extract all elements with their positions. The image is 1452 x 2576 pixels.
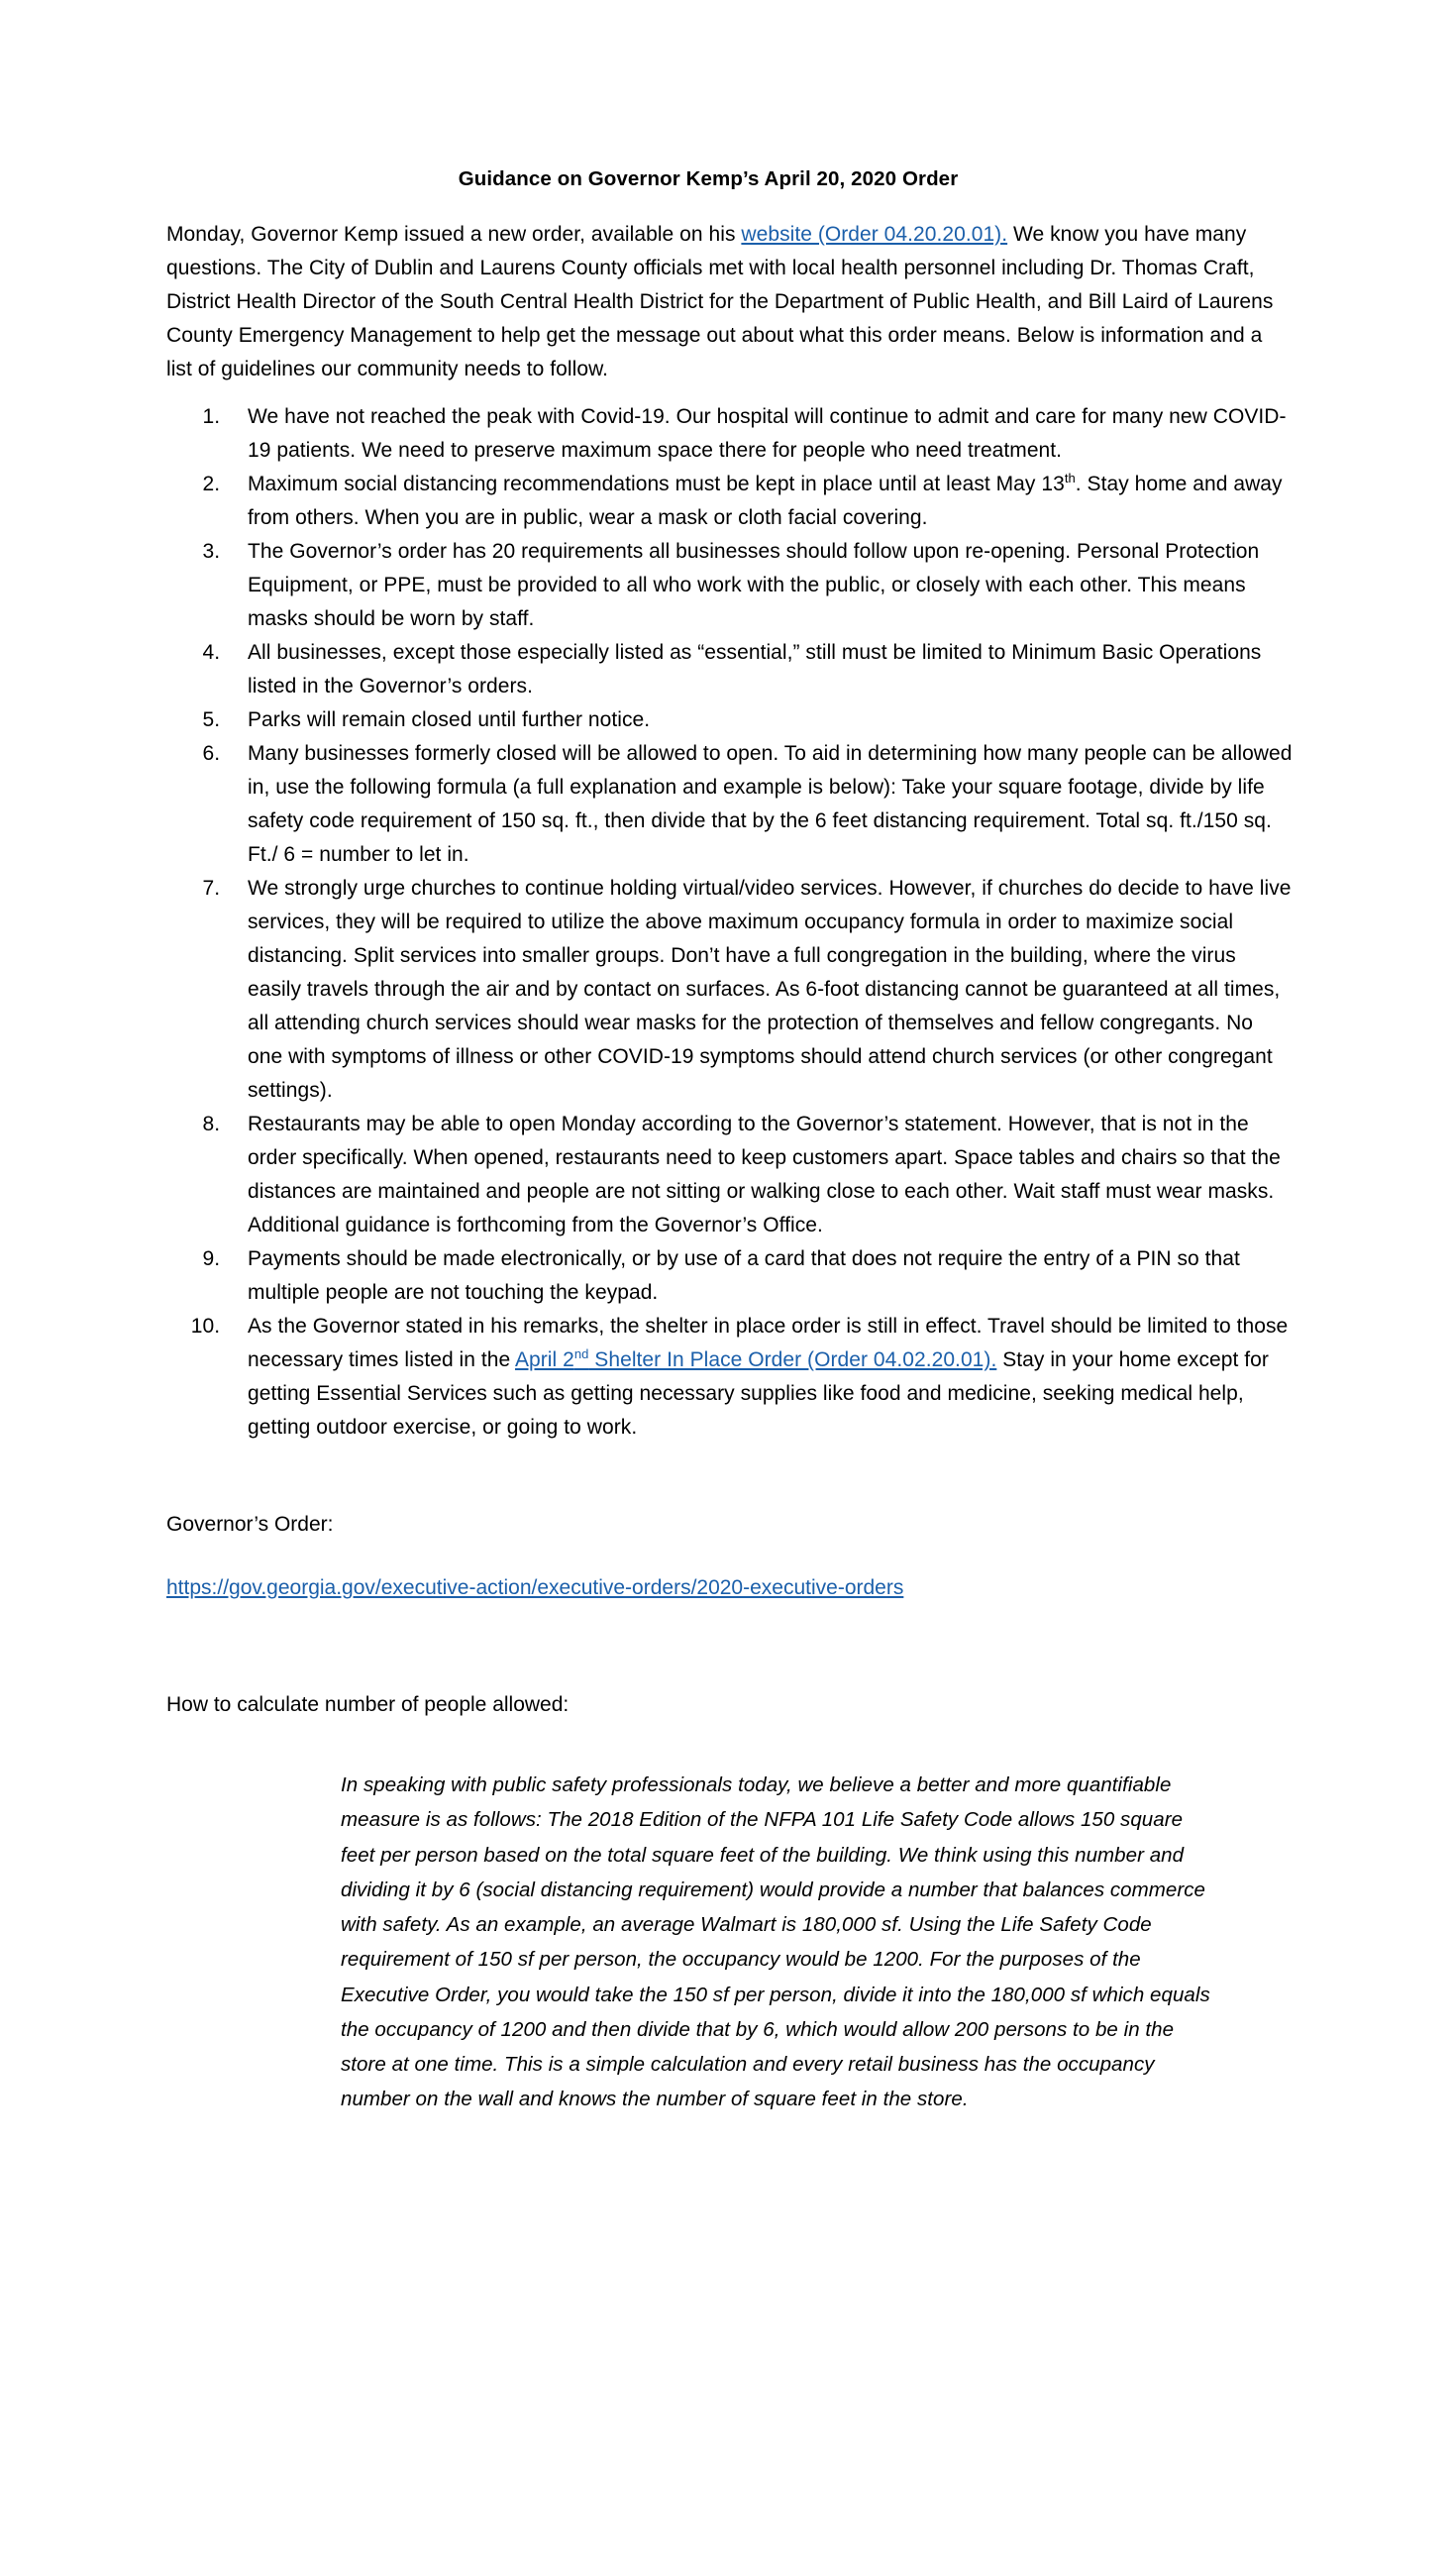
ordinal-suffix-th: th	[1064, 470, 1076, 485]
spacer-after-list	[166, 1445, 1294, 1508]
order-042020-link[interactable]: website (Order 04.20.20.01).	[741, 222, 1008, 246]
list-item	[226, 872, 1294, 1108]
intro-text-before-link: Monday, Governor Kemp issued a new order, available on his	[166, 222, 742, 246]
list-item	[226, 535, 1294, 636]
shelter-in-place-order-link[interactable]	[515, 1348, 996, 1371]
ordinal-suffix-nd: nd	[573, 1346, 589, 1362]
guideline-text-7: We strongly urge churches to continue holding virtual/video services. However, if churches do decide to have live services, they will be required to utilize the above maximum occupancy formula in order to maximize social distancing. Split services into smaller groups. Don’t have a full congregation in the building, where the virus easily travels through the air and by contact on surfaces. As 6-foot distancing cannot be guaranteed at all times, all attending church services should wear masks for the protection of themselves and fellow congregants. No one with symptoms of illness or other COVID-19 symptoms should attend church services (or other congregant settings).	[248, 876, 1292, 1103]
executive-orders-url[interactable]: https://gov.georgia.gov/executive-action/executive-orders/2020-executive-orders	[166, 1576, 904, 1600]
spacer-before-quote	[166, 1722, 1294, 1768]
list-item	[226, 400, 1294, 468]
list-item	[226, 636, 1294, 703]
guideline-text-2b: . Stay home and away from others. When you are in public, wear a mask or cloth facial covering.	[248, 472, 1283, 529]
guideline-text-3: The Governor’s order has 20 requirements all businesses should follow upon re-opening. Personal Protection Equipment, or PPE, must be provided to all who work with the public, or closely with each other. This means masks should be worn by staff.	[248, 539, 1260, 630]
spacer-before-url	[166, 1542, 1294, 1571]
list-item	[226, 737, 1294, 872]
list-item	[226, 1310, 1294, 1445]
list-item	[226, 468, 1294, 535]
guideline-text-5: Parks will remain closed until further notice.	[248, 707, 651, 731]
intro-text-after-link: We know you have many questions. The City of Dublin and Laurens County officials met with local health personnel including Dr. Thomas Craft, District Health Director of the South Central Health District for the Department of Public Health, and Bill Laird of Laurens County Emergency Management to help get the message out about what this order means. Below is information and a list of guidelines our community needs to follow.	[166, 222, 1274, 380]
governors-order-url-line	[166, 1571, 1294, 1605]
calculation-quote: In speaking with public safety professionals today, we believe a better and more quantifiable measure is as follows: The 2018 Edition of the NFPA 101 Life Safety Code allows 150 square feet per person based on the total square feet of the building. We think using this number and dividing it by 6 (social distancing requirement) would provide a number that balances commerce with safety. As an example, an average Walmart is 180,000 sf. Using the Life Safety Code requirement of 150 sf per person, the occupancy would be 1200. For the purposes of the Executive Order, you would take the 150 sf per person, divide it into the 180,000 sf which equals the occupancy of 1200 and then divide that by 6, which would allow 200 persons to be in the store at one time. This is a simple calculation and every retail business has the occupancy number on the wall and knows the number of square feet in the store.	[341, 1773, 1210, 2111]
guideline-text-6: Many businesses formerly closed will be allowed to open. To aid in determining how many people can be allowed in, use the following formula (a full explanation and example is below): Take your square footage, divide by life safety code requirement of 150 sq. ft., then divide that by the 6 feet distancing requirement. Total sq. ft./150 sq. Ft./ 6 = number to let in.	[248, 741, 1293, 866]
guideline-text-4: All businesses, except those especially listed as “essential,” still must be limited to Minimum Basic Operations listed in the Governor’s orders.	[248, 640, 1262, 698]
guideline-text-9: Payments should be made electronically, or by use of a card that does not require the entry of a PIN so that multiple people are not touching the keypad.	[248, 1247, 1240, 1305]
governors-order-label: Governor’s Order:	[166, 1513, 334, 1537]
guideline-text-10b: Stay in your home except for getting Essential Services such as getting necessary supplies like food and medicine, seeking medical help, getting outdoor exercise, or going to work.	[248, 1348, 1269, 1440]
list-item	[226, 1108, 1294, 1242]
calculation-label: How to calculate number of people allowed:	[166, 1693, 570, 1717]
guideline-text-8: Restaurants may be able to open Monday according to the Governor’s statement. However, that is not in the order specifically. When opened, restaurants need to keep customers apart. Space tables and chairs so that the distances are maintained and people are not sitting or walking close to each other. Wait staff must wear masks. Additional guidance is forthcoming from the Governor’s Office.	[248, 1113, 1281, 1237]
shelter-link-text-b: Shelter In Place Order (Order 04.02.20.01).	[588, 1348, 997, 1372]
spacer-before-calculation	[166, 1605, 1294, 1688]
guideline-text-10a: As the Governor stated in his remarks, the shelter in place order is still in effect. Travel should be limited to those necessary times listed in the	[248, 1315, 1289, 1372]
intro-paragraph	[166, 218, 1294, 386]
shelter-link-text-a: April 2	[514, 1348, 574, 1372]
list-item	[226, 703, 1294, 737]
list-item	[226, 1242, 1294, 1310]
guideline-text-1: We have not reached the peak with Covid-19. Our hospital will continue to admit and care for many new COVID-19 patients. We need to preserve maximum space there for people who need treatment.	[248, 404, 1287, 462]
guideline-text-2a: Maximum social distancing recommendations must be kept in place until at least May 13	[248, 472, 1065, 495]
guidelines-list	[166, 400, 1294, 1445]
page-title: Guidance on Governor Kemp’s April 20, 2020 Order	[458, 167, 959, 190]
